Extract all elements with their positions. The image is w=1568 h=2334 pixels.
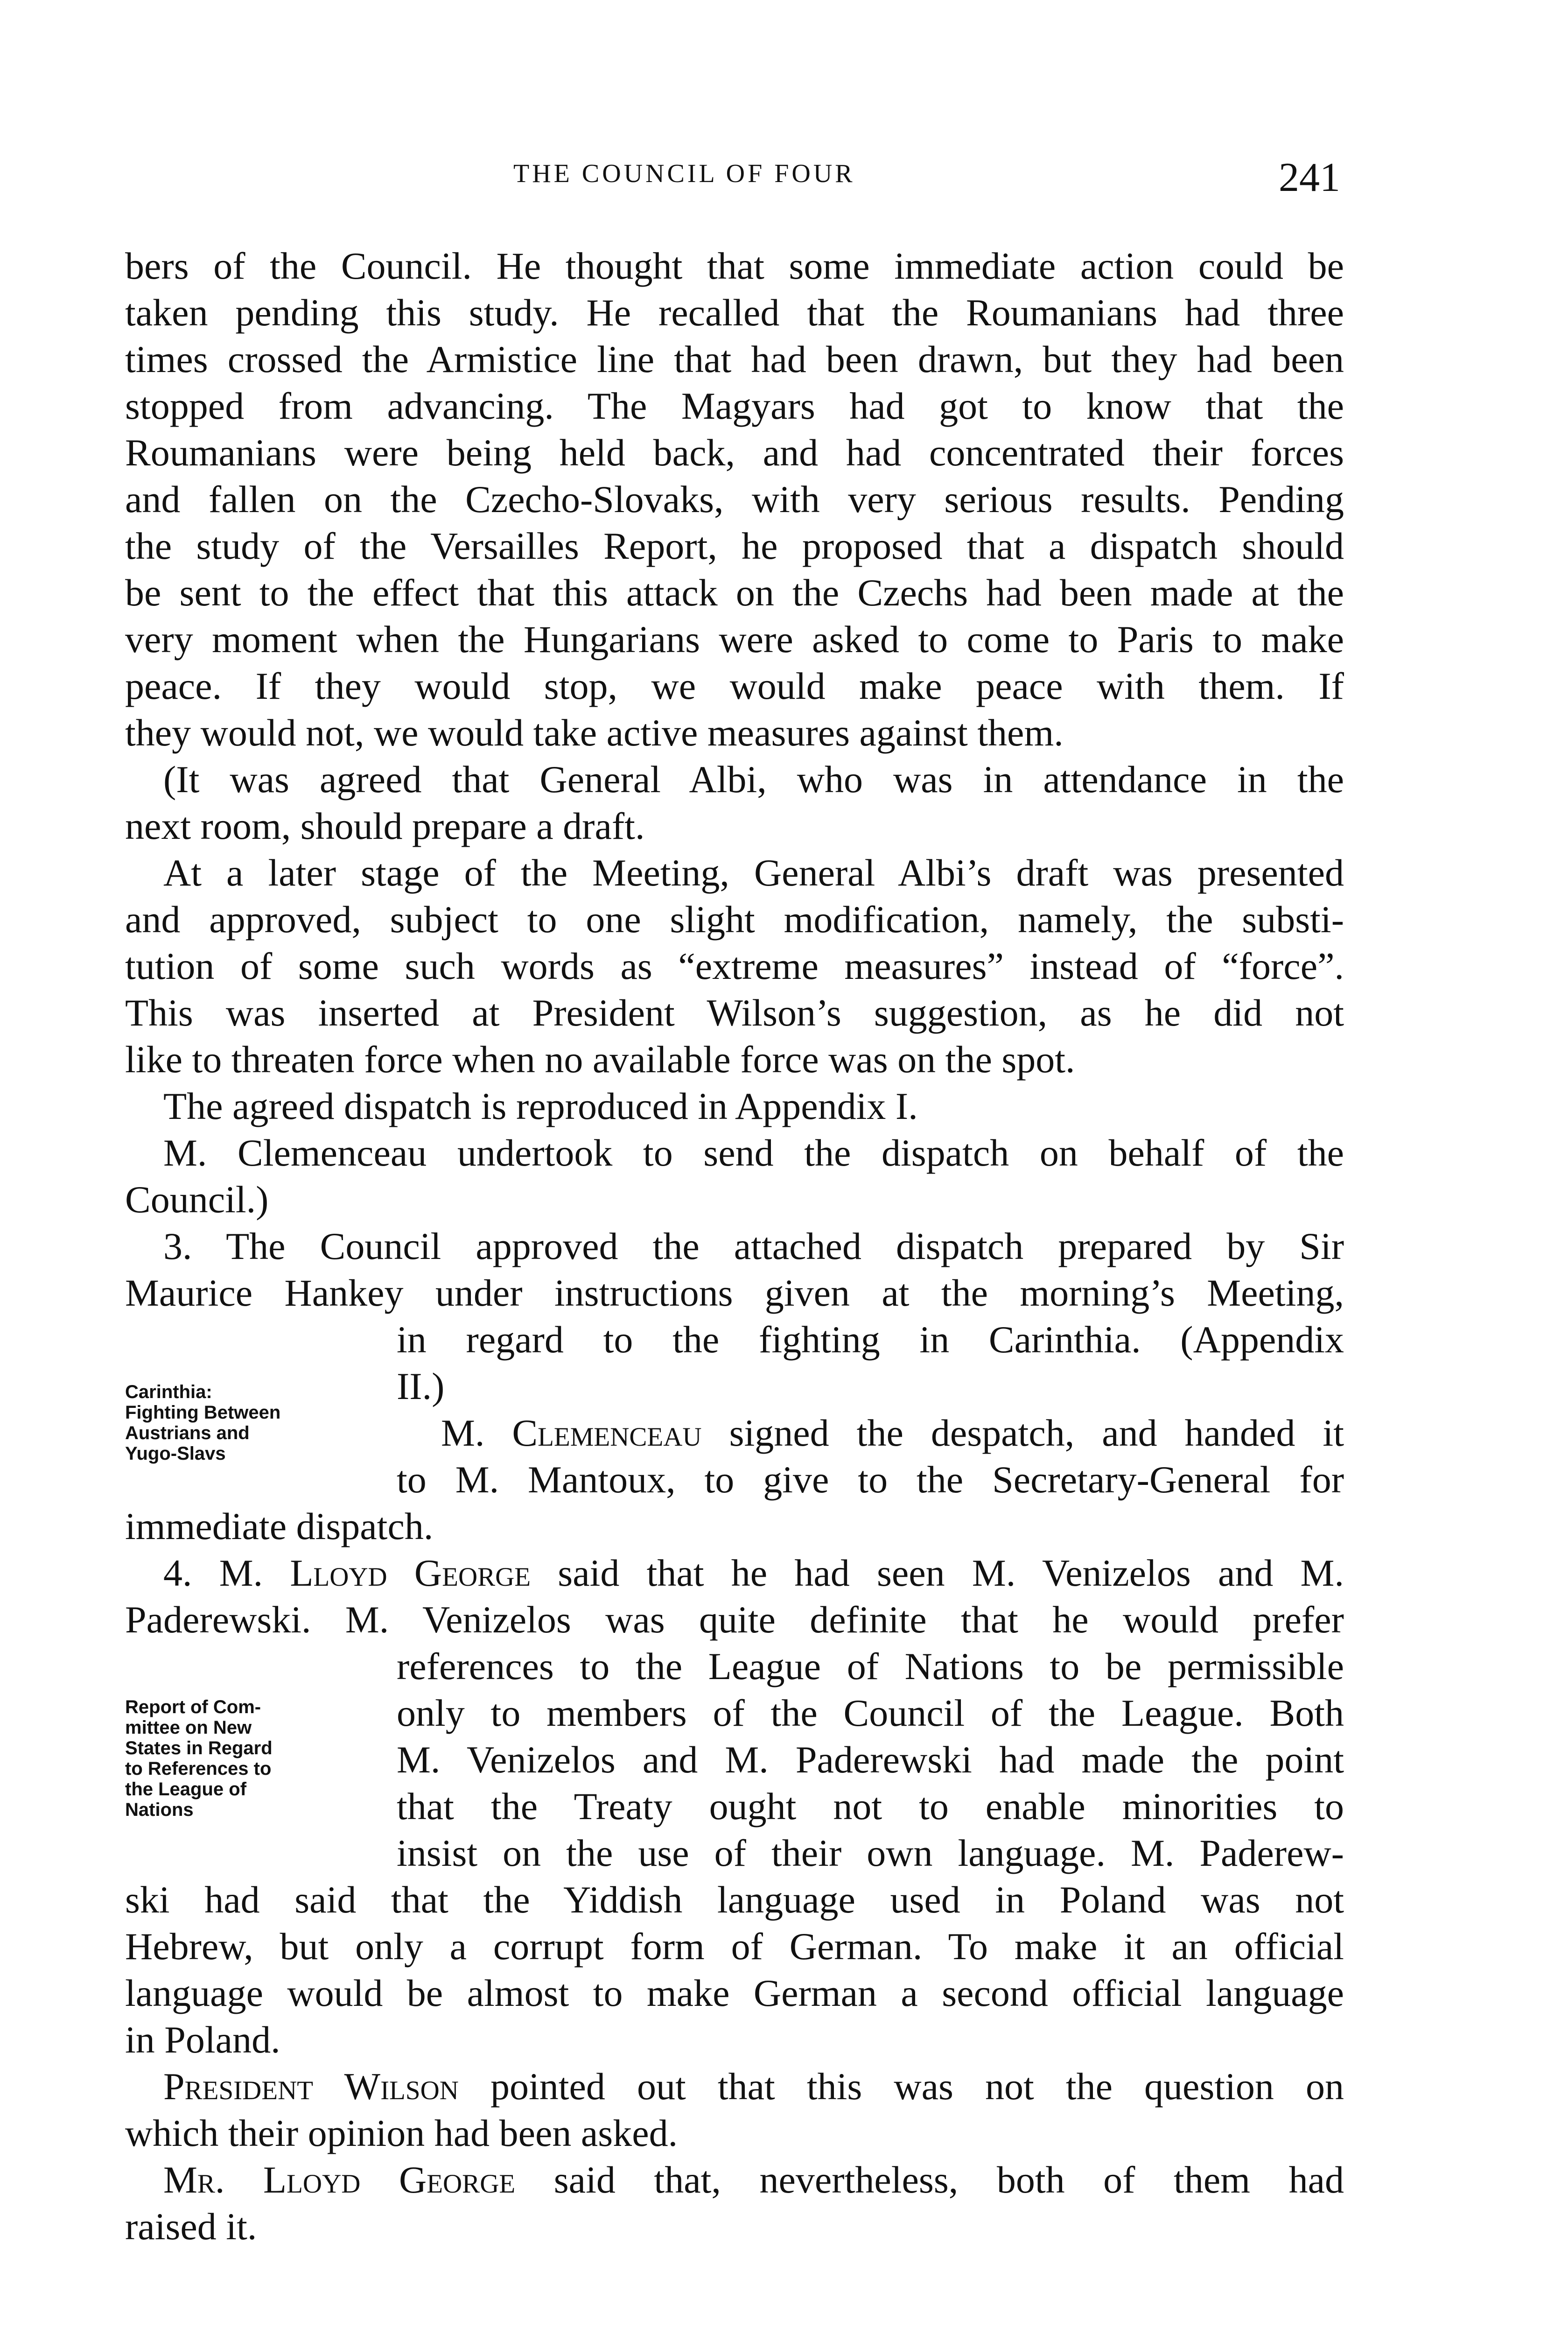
- margin-note-line: Report of Com-: [125, 1697, 261, 1717]
- margin-note-line: Fighting Between: [125, 1402, 281, 1423]
- text-line: bers of the Council. He thought that some immediate action could be: [125, 245, 1344, 287]
- text-line: Paderewski. M. Venizelos was quite definite that he would prefer: [125, 1598, 1344, 1641]
- margin-note-report: [125, 1697, 368, 1820]
- margin-note-line: States in Regard: [125, 1738, 273, 1758]
- text-line: in Poland.: [125, 2018, 280, 2061]
- margin-note-carinthia: [125, 1382, 368, 1464]
- speaker-name: Clemenceau: [512, 1412, 702, 1454]
- text-line: immediate dispatch.: [125, 1505, 434, 1547]
- text-line: stopped from advancing. The Magyars had got to know that the: [125, 385, 1344, 427]
- text-line: Maurice Hankey under instructions given at the morning’s Meeting,: [125, 1272, 1344, 1314]
- text-line: 3. The Council approved the attached dispatch prepared by Sir: [163, 1225, 1344, 1267]
- speaker-name: President Wilson: [163, 2065, 459, 2108]
- text-line: they would not, we would take active measures against them.: [125, 711, 1064, 754]
- text-line: (It was agreed that General Albi, who was in attendance in the: [163, 758, 1344, 801]
- text-run: pointed out that this was not the question on: [458, 2065, 1344, 2108]
- text-line: M. Clemenceau undertook to send the dispatch on behalf of the: [163, 1132, 1344, 1174]
- margin-note-line: to References to: [125, 1758, 272, 1779]
- text-line: tution of some such words as “extreme measures” instead of “force”.: [125, 945, 1344, 987]
- text-line: which their opinion had been asked.: [125, 2112, 678, 2154]
- text-run: M.: [441, 1412, 512, 1454]
- speaker-name: Mr. Lloyd George: [163, 2158, 516, 2201]
- page-number: 241: [1279, 155, 1340, 200]
- margin-note-line: mittee on New: [125, 1717, 252, 1738]
- text-line: be sent to the effect that this attack on the Czechs had been made at the: [125, 571, 1344, 614]
- margin-note-line: the League of: [125, 1779, 247, 1800]
- text-line: M. Venizelos and M. Paderewski had made the point: [397, 1738, 1344, 1781]
- text-line: like to threaten force when no available force was on the spot.: [125, 1038, 1075, 1081]
- text-line: and approved, subject to one slight modification, namely, the substi-: [125, 898, 1344, 941]
- text-line: language would be almost to make German a second official language: [125, 1972, 1344, 2014]
- text-line: very moment when the Hungarians were asked to come to Paris to make: [125, 618, 1344, 661]
- text-line: next room, should prepare a draft.: [125, 805, 645, 847]
- margin-note-line: Nations: [125, 1800, 194, 1820]
- text-line: Council.): [125, 1178, 269, 1221]
- text-line: times crossed the Armistice line that had been drawn, but they had been: [125, 338, 1344, 380]
- text-run: 4. M.: [163, 1552, 290, 1594]
- text-line: taken pending this study. He recalled that the Roumanians had three: [125, 291, 1344, 334]
- text-line: and fallen on the Czecho-Slovaks, with very serious results. Pending: [125, 478, 1344, 520]
- text-line: references to the League of Nations to be permissible: [397, 1645, 1344, 1687]
- margin-note-line: Austrians and: [125, 1423, 250, 1443]
- text-line: Roumanians were being held back, and had concentrated their forces: [125, 431, 1344, 474]
- text-line: This was inserted at President Wilson’s suggestion, as he did not: [125, 991, 1344, 1034]
- text-line: only to members of the Council of the League. Both: [397, 1692, 1344, 1734]
- text-line: At a later stage of the Meeting, General Albi’s draft was presented: [163, 851, 1344, 894]
- text-line: to M. Mantoux, to give to the Secretary-General for: [397, 1458, 1344, 1501]
- text-line: that the Treaty ought not to enable minorities to: [397, 1785, 1344, 1828]
- text-line: Hebrew, but only a corrupt form of German. To make it an official: [125, 1925, 1344, 1968]
- margin-note-line: Yugo-Slavs: [125, 1443, 226, 1464]
- text-line: the study of the Versailles Report, he proposed that a dispatch should: [125, 525, 1344, 567]
- text-line: [163, 2157, 1344, 2203]
- text-line: [441, 1410, 1344, 1456]
- text-run: signed the despatch, and handed it: [701, 1412, 1344, 1454]
- speaker-name: Lloyd George: [290, 1552, 531, 1594]
- text-line: in regard to the fighting in Carinthia. (Appendix: [397, 1318, 1344, 1361]
- text-line: The agreed dispatch is reproduced in Appendix I.: [163, 1085, 918, 1127]
- margin-note-line: Carinthia:: [125, 1382, 212, 1402]
- text-line: [163, 1550, 1344, 1596]
- text-line: ski had said that the Yiddish language used in Poland was not: [125, 1878, 1344, 1921]
- text-line: peace. If they would stop, we would make peace with them. If: [125, 665, 1344, 707]
- text-line: raised it.: [125, 2205, 257, 2248]
- text-line: [163, 2063, 1344, 2110]
- text-run: said that he had seen M. Venizelos and M.: [531, 1552, 1344, 1594]
- text-run: said that, nevertheless, both of them had: [515, 2158, 1344, 2201]
- text-line: insist on the use of their own language. M. Paderew-: [397, 1832, 1344, 1874]
- text-line: II.): [397, 1365, 445, 1407]
- running-header-title: THE COUNCIL OF FOUR: [513, 159, 855, 188]
